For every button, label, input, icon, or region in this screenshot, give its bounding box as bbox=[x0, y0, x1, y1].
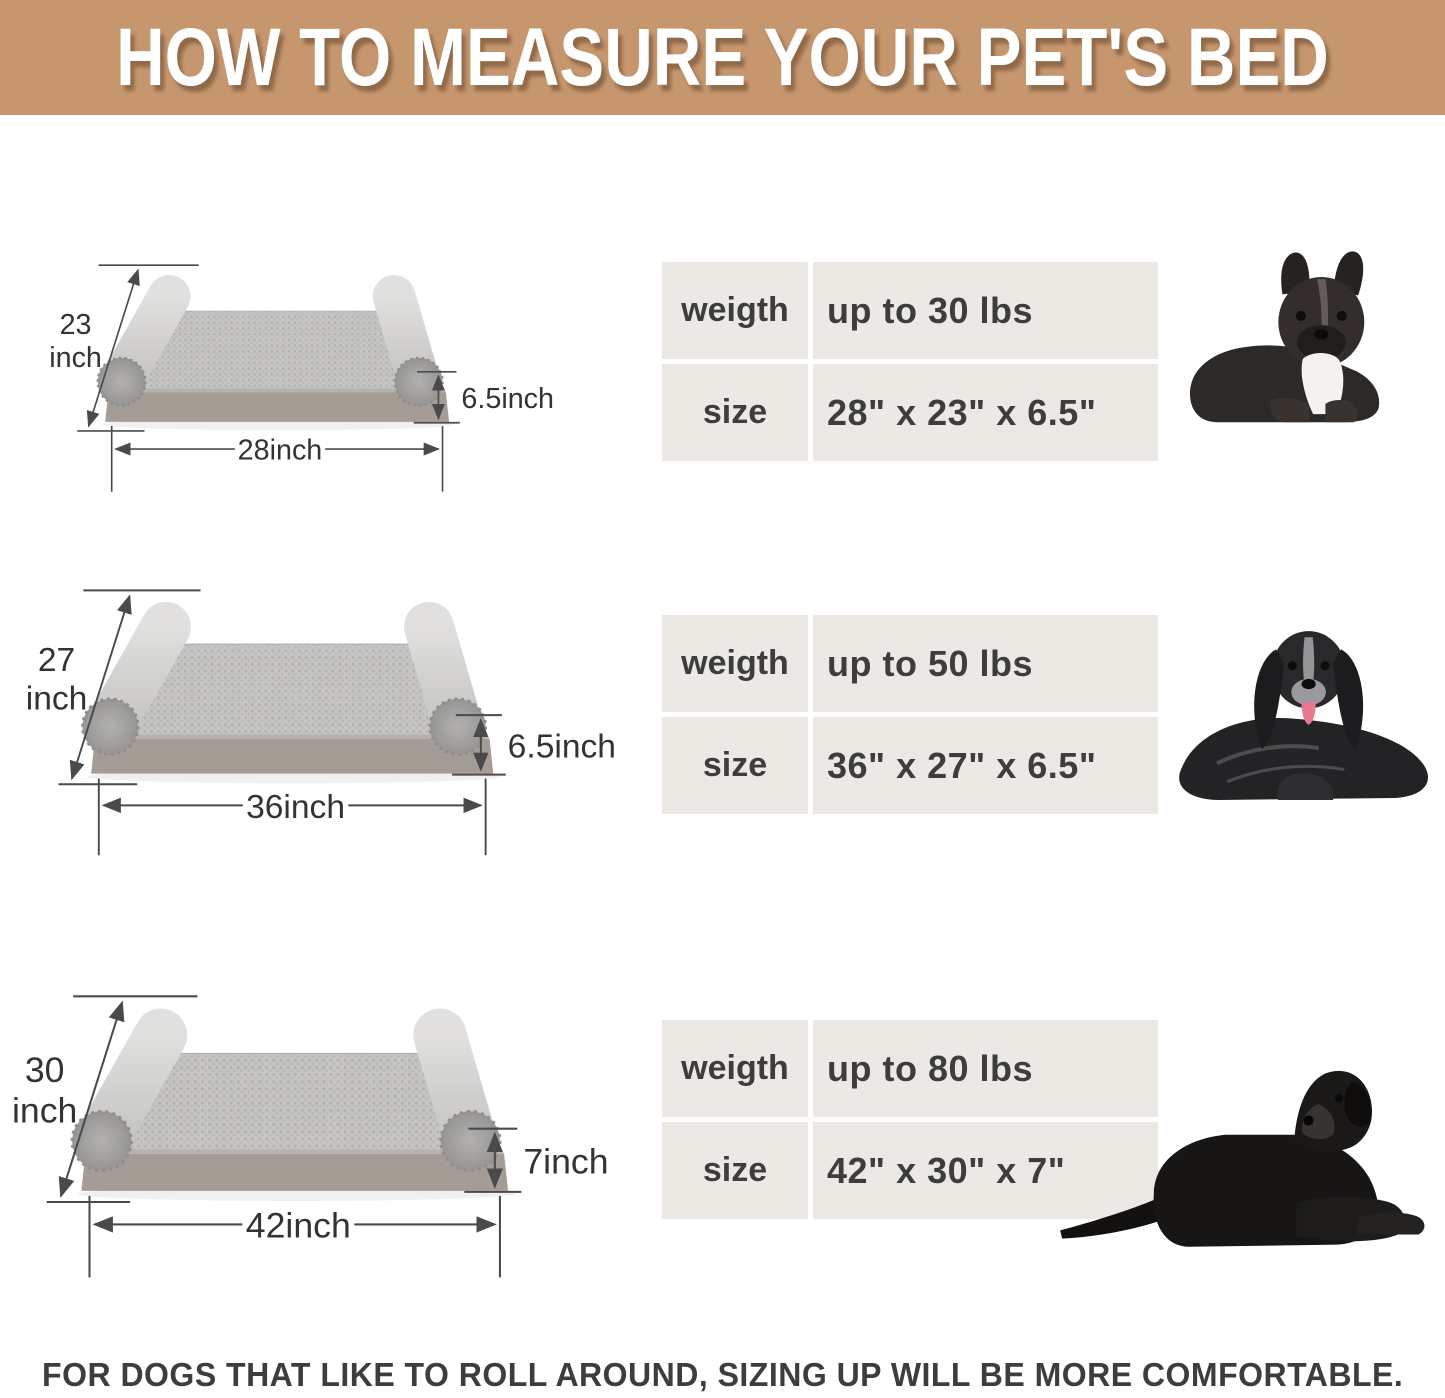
size-value: 28" x 23" x 6.5" bbox=[813, 364, 1158, 461]
size-value: 36" x 27" x 6.5" bbox=[813, 717, 1158, 814]
footer-note: FOR DOGS THAT LIKE TO ROLL AROUND, SIZING UP WILL BE MORE COMFORTABLE. bbox=[41, 1356, 1404, 1393]
height-dimension-label: 6.5inch bbox=[461, 382, 555, 415]
spec-table-medium bbox=[662, 615, 1158, 814]
french-bulldog-photo bbox=[1172, 248, 1397, 438]
bed-diagram-medium bbox=[22, 575, 644, 859]
size-label: size bbox=[662, 1122, 808, 1219]
bed-illustration bbox=[98, 291, 455, 431]
depth-dimension-value: 30 bbox=[24, 1049, 65, 1090]
width-dimension-label: 28inch bbox=[237, 434, 323, 467]
depth-dimension-unit: inch bbox=[11, 1090, 78, 1131]
weight-value: up to 50 lbs bbox=[813, 615, 1158, 712]
header-banner bbox=[0, 0, 1445, 115]
bed-diagram-small bbox=[46, 252, 578, 495]
footer-note-bar bbox=[0, 1356, 1445, 1394]
width-dimension-label: 42inch bbox=[245, 1205, 351, 1246]
weight-value: up to 80 lbs bbox=[813, 1020, 1158, 1117]
weight-label: weigth bbox=[662, 1020, 808, 1117]
width-dimension-label: 36inch bbox=[246, 788, 346, 826]
size-value: 42" x 30" x 7" bbox=[813, 1122, 1158, 1219]
height-dimension-label: 7inch bbox=[523, 1141, 609, 1182]
spec-table-small bbox=[662, 262, 1158, 461]
page-title: HOW TO MEASURE YOUR PET'S BED bbox=[116, 11, 1329, 103]
size-label: size bbox=[662, 717, 808, 814]
bed-illustration bbox=[72, 1028, 515, 1201]
bed-illustration bbox=[82, 620, 500, 783]
size-label: size bbox=[662, 364, 808, 461]
depth-dimension-unit: inch bbox=[25, 680, 88, 718]
depth-dimension-unit: inch bbox=[49, 341, 102, 374]
bed-diagram-large bbox=[8, 980, 668, 1281]
weight-label: weigth bbox=[662, 262, 808, 359]
depth-dimension-value: 27 bbox=[37, 641, 76, 679]
height-dimension-label: 6.5inch bbox=[507, 728, 616, 766]
cocker-spaniel-photo bbox=[1156, 610, 1445, 815]
black-labrador-photo bbox=[1052, 1038, 1444, 1263]
weight-value: up to 30 lbs bbox=[813, 262, 1158, 359]
depth-dimension-value: 23 bbox=[59, 309, 92, 342]
weight-label: weigth bbox=[662, 615, 808, 712]
